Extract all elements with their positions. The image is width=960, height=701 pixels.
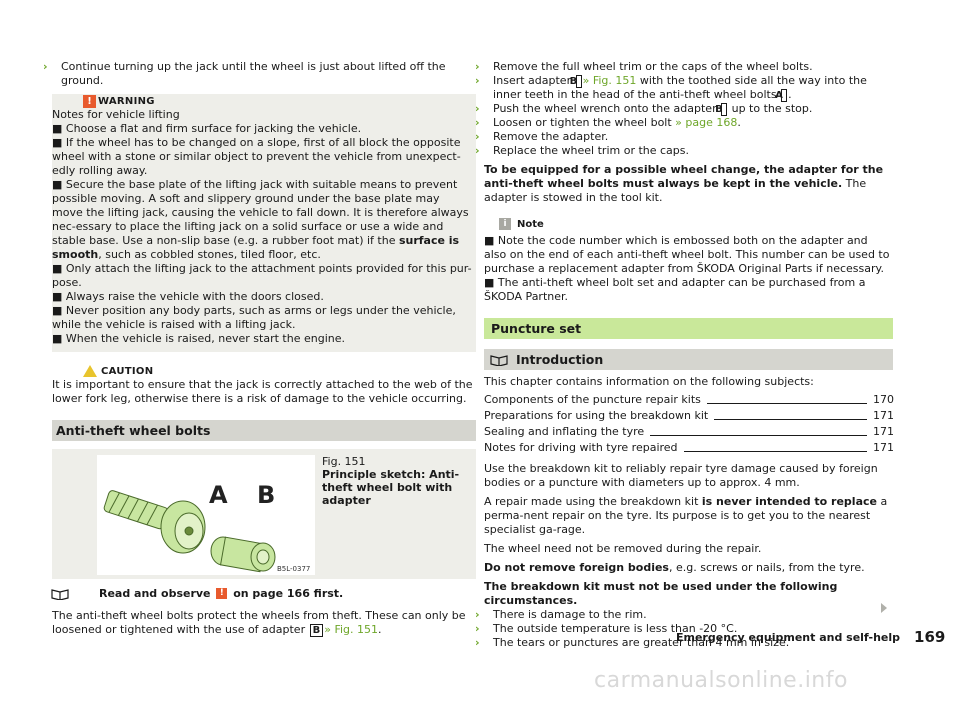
list-item: › Replace the wheel trim or the caps. xyxy=(475,144,690,157)
list-item: › Remove the adapter. xyxy=(475,130,609,143)
figure-link[interactable]: » Fig. 151 xyxy=(582,74,637,87)
toc-item[interactable]: Preparations for using the breakdown kit 171 xyxy=(484,409,894,422)
caution-text: It is important to ensure that the jack is correctly attached to the web of the lower fork leg, otherwise there is a risk of damage to the vehicle occurring. xyxy=(52,378,473,405)
list-item: › Continue turning up the jack until the wheel is just about lifted off the ground. xyxy=(43,60,446,87)
page-footer xyxy=(676,628,945,646)
caution-icon xyxy=(83,365,97,377)
label-box: B xyxy=(310,624,324,637)
list-item: ■ Always raise the vehicle with the doors closed. xyxy=(52,290,324,303)
note-header: i Note xyxy=(484,217,893,231)
list-item: › There is damage to the rim. xyxy=(475,608,647,621)
list-item: › The outside temperature is less than -20 °C. xyxy=(475,622,738,635)
figure-label-b: B xyxy=(257,481,276,509)
continue-arrow-icon xyxy=(881,603,887,613)
figure-image xyxy=(97,455,315,575)
warning-header xyxy=(52,94,476,108)
left-column xyxy=(43,60,476,637)
warning-label: WARNING xyxy=(98,95,155,107)
warning-icon: ! xyxy=(83,95,96,108)
body-text: The breakdown kit must not be used under the following circumstances. xyxy=(484,580,838,607)
body-text: A repair made using the breakdown kit is never intended to replace a perma-nent repair on the tyre. Its purpose is to get you to the nearest specialist ga-rage. xyxy=(484,495,888,536)
page-link[interactable]: » page 168 xyxy=(675,116,738,129)
footer-section: Emergency equipment and self-help xyxy=(676,630,901,644)
list-item: ■ Never position any body parts, such as arms or legs under the vehicle, while the vehicle is raised with a lifting jack. xyxy=(52,304,456,331)
note-item: ■ The anti-theft wheel bolt set and adapter can be purchased from a ŠKODA Partner. xyxy=(484,276,866,303)
adapter-paragraph: To be equipped for a possible wheel change, the adapter for the anti-theft wheel bolts must always be kept in the vehicle. The adapter is stowed in the tool kit. xyxy=(484,163,884,204)
list-item: › The tears or punctures are greater than 4 mm in size. xyxy=(475,636,790,649)
list-item: › Push the wheel wrench onto the adapter B up to the stop. xyxy=(475,102,813,115)
wheel-bolt-illustration xyxy=(97,455,315,575)
figure-code: B5L-0377 xyxy=(277,565,311,573)
list-item: ■ If the wheel has to be changed on a slope, first of all block the opposite wheel with a stone or similar object to prevent the vehicle from unexpect-edly rolling away. xyxy=(52,136,461,177)
body-text: Do not remove foreign bodies, e.g. screws or nails, from the tyre. xyxy=(484,561,865,574)
figure-caption-text: Principle sketch: Anti-theft wheel bolt with adapter xyxy=(322,468,460,507)
figure xyxy=(52,449,476,579)
chapter-title: Puncture set xyxy=(484,318,893,339)
read-observe: Read and observe ! on page 166 first. xyxy=(52,587,476,600)
info-icon: i xyxy=(499,218,511,230)
figure-label-a: A xyxy=(209,481,228,509)
list-item: › Insert adapter B » Fig. 151 with the toothed side all the way into the inner teeth in the head of the anti-theft wheel bolts A . xyxy=(475,74,867,101)
warning-box xyxy=(52,94,476,352)
caution-header xyxy=(52,364,476,378)
page-number: 169 xyxy=(914,628,946,646)
body-text: The wheel need not be removed during the repair. xyxy=(484,542,762,555)
caution-label: CAUTION xyxy=(101,365,154,377)
figure-caption xyxy=(322,455,472,507)
list-item: › Loosen or tighten the wheel bolt » page 168. xyxy=(475,116,741,129)
body-text: The anti-theft wheel bolts protect the wheels from theft. These can only be loosened or tightened with the use of adapter B » Fig. 151. xyxy=(52,609,466,636)
warning-icon: ! xyxy=(216,588,227,599)
book-icon xyxy=(490,354,508,366)
right-column xyxy=(475,60,894,650)
warning-title: Notes for vehicle lifting xyxy=(52,108,180,121)
watermark: carmanualsonline.info xyxy=(594,668,848,693)
figure-link[interactable]: » Fig. 151 xyxy=(324,623,379,636)
list-item: ■ Choose a flat and firm surface for jacking the vehicle. xyxy=(52,122,362,135)
toc-item[interactable]: Components of the puncture repair kits 170 xyxy=(484,393,894,406)
section-title: Anti-theft wheel bolts xyxy=(52,420,476,441)
body-text: Use the breakdown kit to reliably repair tyre damage caused by foreign bodies or a puncture with diameters up to approx. 4 mm. xyxy=(484,462,878,489)
list-item: ■ When the vehicle is raised, never start the engine. xyxy=(52,332,345,345)
toc-item[interactable]: Notes for driving with tyre repaired 171 xyxy=(484,441,894,454)
section-title: Introduction xyxy=(484,349,893,370)
list-item: › Remove the full wheel trim or the caps of the wheel bolts. xyxy=(475,60,813,73)
note-item: ■ Note the code number which is embossed both on the adapter and also on the end of each anti-theft wheel bolt. This number can be used to purchase a replacement adapter from ŠKODA Original Parts if necessary. xyxy=(484,234,890,275)
intro-text: This chapter contains information on the following subjects: xyxy=(484,375,814,388)
toc-list xyxy=(484,393,893,455)
list-item: ■ Only attach the lifting jack to the attachment points provided for this pur-pose. xyxy=(52,262,472,289)
book-icon xyxy=(51,588,69,600)
toc-item[interactable]: Sealing and inflating the tyre 171 xyxy=(484,425,894,438)
list-item: ■ Secure the base plate of the lifting jack with suitable means to prevent possible moving. A soft and slippery ground under the base plate may move the lifting jack, causing the vehicle to fall down. It is therefore always nec-essary to place the lifting jack on a solid surface or use a wide and stable base. Use a non-slip base (e.g. a rubber foot mat) if the surface is smooth, such as cobbled stones, tiled floor, etc. xyxy=(52,178,469,261)
figure-number: Fig. 151 xyxy=(322,455,366,468)
